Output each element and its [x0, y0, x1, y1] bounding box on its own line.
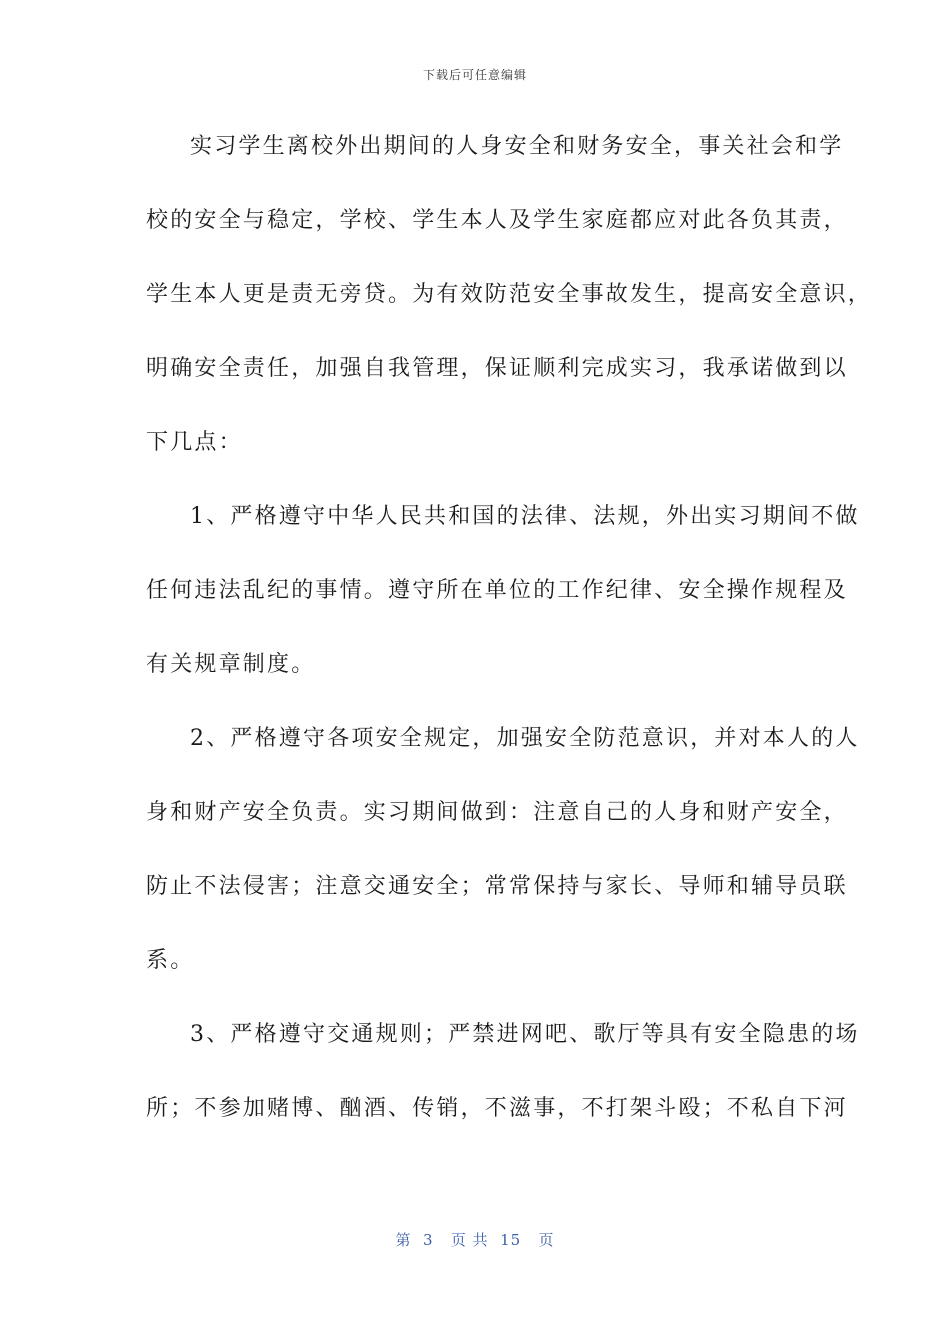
paragraph-line: 1、严格遵守中华人民共和国的法律、法规，外出实习期间不做: [190, 504, 860, 529]
paragraph-line: 3、严格遵守交通规则；严禁进网吧、歌厅等具有安全隐患的场: [190, 1022, 860, 1047]
paragraph-line: 所；不参加赌博、酗酒、传销，不滋事，不打架斗殴；不私自下河: [146, 1096, 848, 1121]
paragraph-line: 任何违法乱纪的事情。遵守所在单位的工作纪律、安全操作规程及: [146, 578, 848, 603]
document-body: [146, 127, 873, 1163]
paragraph-line: 系。: [146, 948, 195, 973]
paragraph-line: 下几点：: [146, 430, 243, 455]
paragraph-line: 身和财产安全负责。实习期间做到：注意自己的人身和财产安全，: [146, 800, 848, 825]
paragraph-line: 有关规章制度。: [146, 652, 316, 677]
paragraph-line: 学生本人更是责无旁贷。为有效防范安全事故发生，提高安全意识，: [146, 282, 873, 307]
paragraph-line: 明确安全责任，加强自我管理，保证顺利完成实习，我承诺做到以: [146, 356, 848, 381]
page-footer: 第 3 页 共 15 页: [395, 1231, 555, 1249]
page-header: 下载后可任意编辑: [422, 68, 527, 82]
paragraph-line: 防止不法侵害；注意交通安全；常常保持与家长、导师和辅导员联: [146, 874, 848, 899]
paragraph-line: 实习学生离校外出期间的人身安全和财务安全，事关社会和学: [190, 134, 844, 159]
paragraph-line: 2、严格遵守各项安全规定，加强安全防范意识，并对本人的人: [190, 726, 860, 751]
paragraph-line: 校的安全与稳定，学校、学生本人及学生家庭都应对此各负其责，: [146, 208, 848, 233]
